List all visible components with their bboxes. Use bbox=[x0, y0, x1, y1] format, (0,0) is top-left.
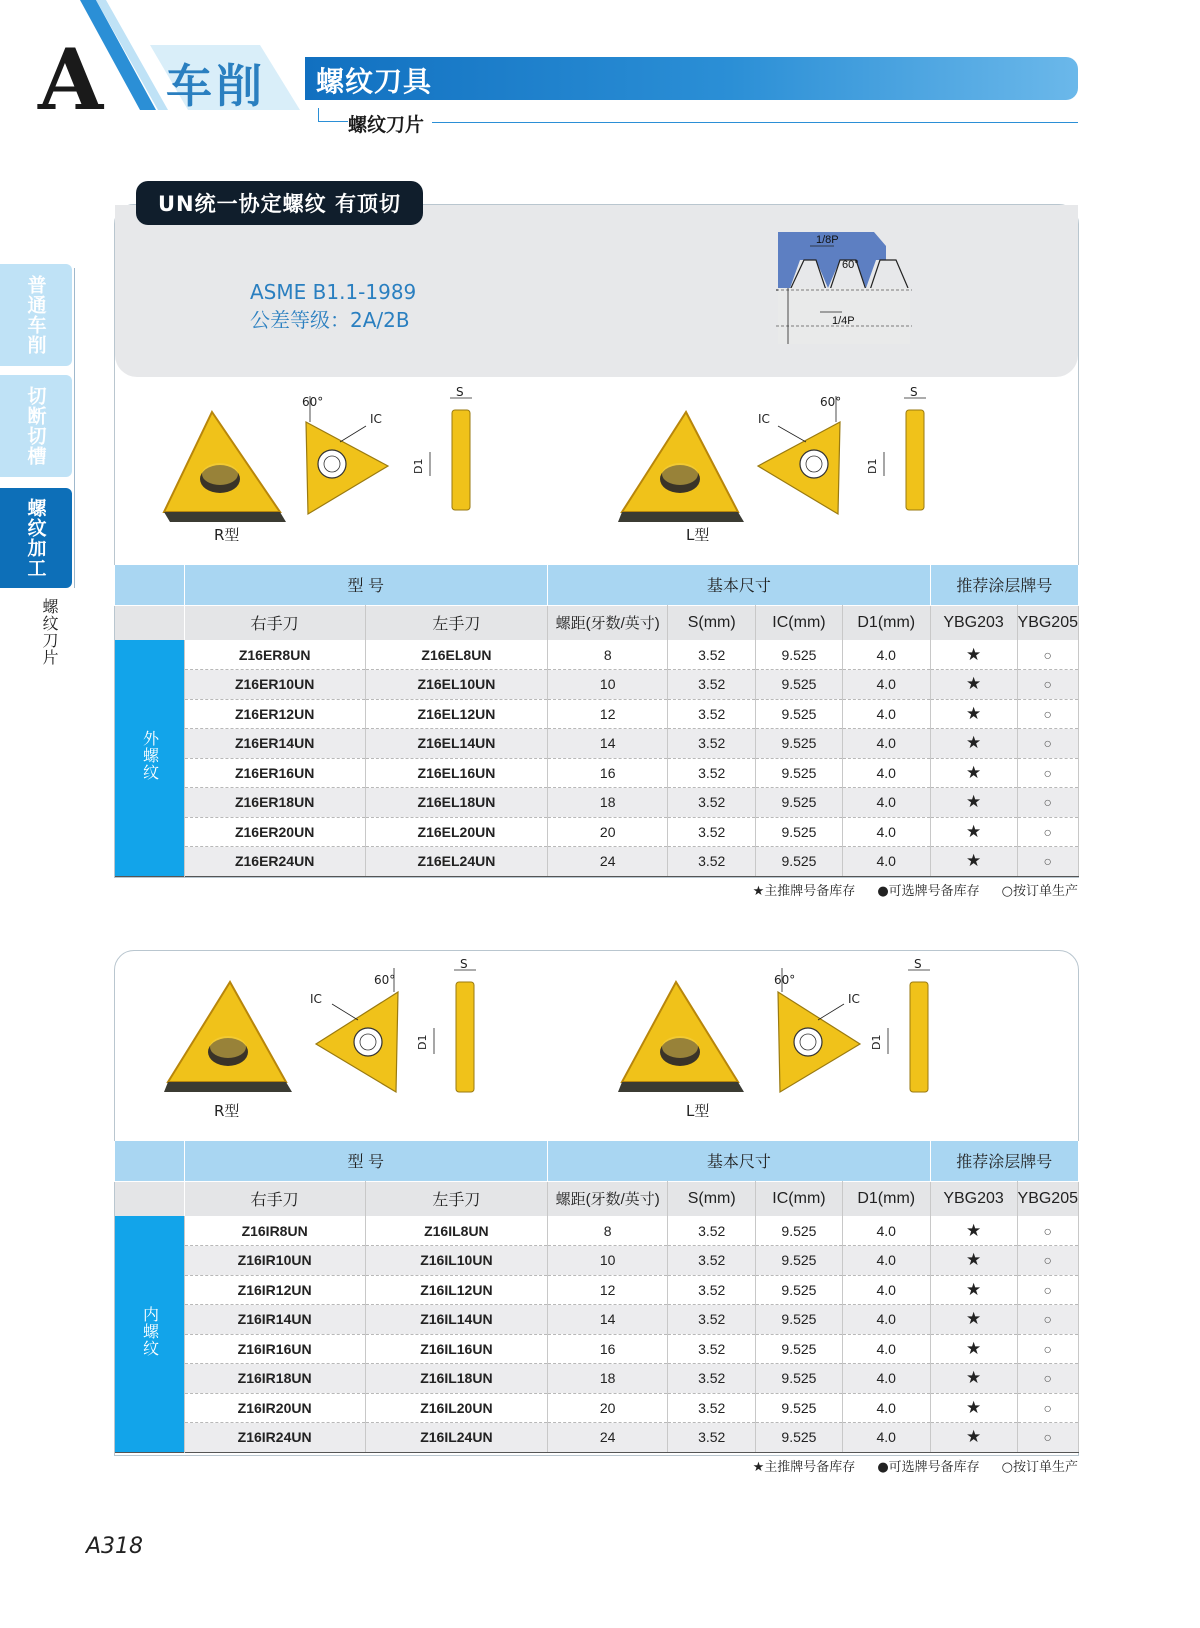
d1-value: 4.0 bbox=[842, 1423, 930, 1453]
l-type-label: L型 bbox=[686, 1102, 710, 1120]
ybg205-mark: ○ bbox=[1017, 729, 1078, 759]
right-hand-model: Z16IR12UN bbox=[184, 1275, 365, 1305]
ybg205-mark: ○ bbox=[1017, 817, 1078, 847]
ybg205-mark: ○ bbox=[1017, 758, 1078, 788]
s-value: 3.52 bbox=[668, 1423, 756, 1453]
d1-value: 4.0 bbox=[842, 1305, 930, 1335]
ybg205-mark: ○ bbox=[1017, 1334, 1078, 1364]
s-value: 3.52 bbox=[668, 729, 756, 759]
ic-label: IC bbox=[758, 412, 770, 426]
table-row bbox=[115, 1246, 1079, 1276]
right-hand-model: Z16ER24UN bbox=[184, 847, 365, 877]
right-hand-model: Z16IR16UN bbox=[184, 1334, 365, 1364]
r-type-label: R型 bbox=[214, 1102, 240, 1120]
ybg205-mark: ○ bbox=[1017, 1246, 1078, 1276]
category-title: 车削 bbox=[166, 59, 266, 113]
s-value: 3.52 bbox=[668, 847, 756, 877]
legend-order: ○按订单生产 bbox=[1001, 884, 1078, 899]
d1-value: 4.0 bbox=[842, 729, 930, 759]
pitch-value: 14 bbox=[548, 1305, 668, 1335]
coating-header: 推荐涂层牌号 bbox=[930, 565, 1078, 605]
ic-value: 9.525 bbox=[756, 758, 843, 788]
section-badge: UN统一协定螺纹 有顶切 bbox=[136, 181, 423, 225]
d1-value: 4.0 bbox=[842, 1216, 930, 1246]
ybg205-mark: ○ bbox=[1017, 670, 1078, 700]
ybg203-mark: ★ bbox=[930, 1364, 1017, 1394]
d1-label: D1 bbox=[870, 1034, 883, 1050]
left-hand-model: Z16EL20UN bbox=[365, 817, 547, 847]
profile-top-label: 1/8P bbox=[816, 234, 839, 246]
d1-value: 4.0 bbox=[842, 1334, 930, 1364]
ybg203-mark: ★ bbox=[930, 1423, 1017, 1453]
left-hand-header: 左手刀 bbox=[365, 1181, 547, 1216]
sidebar-tab-threading[interactable] bbox=[0, 488, 72, 588]
ybg203-mark: ★ bbox=[930, 729, 1017, 759]
d1-header: D1(mm) bbox=[842, 605, 930, 640]
d1-value: 4.0 bbox=[842, 699, 930, 729]
ybg203-mark: ★ bbox=[930, 847, 1017, 877]
l-type-insert-drawing bbox=[614, 385, 954, 534]
left-hand-model: Z16IL16UN bbox=[365, 1334, 547, 1364]
ybg205-mark: ○ bbox=[1017, 640, 1078, 670]
pitch-value: 20 bbox=[548, 817, 668, 847]
ybg203-mark: ★ bbox=[930, 1305, 1017, 1335]
d1-value: 4.0 bbox=[842, 1364, 930, 1394]
ybg203-header: YBG203 bbox=[930, 1181, 1017, 1216]
basic-dims-header: 基本尺寸 bbox=[548, 1141, 931, 1181]
thread-group-cell bbox=[115, 640, 185, 876]
ybg205-header: YBG205 bbox=[1017, 1181, 1078, 1216]
ybg205-mark: ○ bbox=[1017, 1364, 1078, 1394]
right-hand-header: 右手刀 bbox=[184, 605, 365, 640]
right-hand-header: 右手刀 bbox=[184, 1181, 365, 1216]
d1-value: 4.0 bbox=[842, 670, 930, 700]
ic-value: 9.525 bbox=[756, 670, 843, 700]
right-hand-model: Z16IR20UN bbox=[184, 1393, 365, 1423]
left-hand-model: Z16IL20UN bbox=[365, 1393, 547, 1423]
pitch-value: 18 bbox=[548, 1364, 668, 1394]
angle-label: 60° bbox=[820, 395, 842, 409]
ic-value: 9.525 bbox=[756, 1246, 843, 1276]
left-hand-model: Z16IL8UN bbox=[365, 1216, 547, 1246]
left-hand-model: Z16EL10UN bbox=[365, 670, 547, 700]
angle-label: 60° bbox=[302, 395, 324, 409]
angle-label: 60° bbox=[774, 973, 796, 987]
left-hand-model: Z16EL16UN bbox=[365, 758, 547, 788]
thread-group-label: 内螺纹 bbox=[140, 1305, 158, 1357]
right-hand-model: Z16ER12UN bbox=[184, 699, 365, 729]
s-label: S bbox=[910, 385, 918, 399]
d1-label: D1 bbox=[416, 1034, 429, 1050]
table-row bbox=[115, 729, 1079, 759]
s-value: 3.52 bbox=[668, 1216, 756, 1246]
ybg205-mark: ○ bbox=[1017, 1393, 1078, 1423]
l-type-label: L型 bbox=[686, 526, 710, 544]
left-hand-model: Z16EL14UN bbox=[365, 729, 547, 759]
ic-value: 9.525 bbox=[756, 1423, 843, 1453]
ybg205-mark: ○ bbox=[1017, 699, 1078, 729]
basic-dims-header: 基本尺寸 bbox=[548, 565, 931, 605]
s-value: 3.52 bbox=[668, 788, 756, 818]
ic-value: 9.525 bbox=[756, 1275, 843, 1305]
table-row bbox=[115, 788, 1079, 818]
table-row bbox=[115, 758, 1079, 788]
r-type-internal-insert-drawing bbox=[160, 957, 500, 1104]
d1-label: D1 bbox=[866, 458, 879, 474]
l-type-internal-insert-drawing bbox=[614, 957, 954, 1104]
pitch-header: 螺距(牙数/英寸) bbox=[548, 1181, 668, 1216]
pitch-value: 10 bbox=[548, 670, 668, 700]
coating-header: 推荐涂层牌号 bbox=[930, 1141, 1078, 1181]
corner-cell bbox=[115, 1141, 185, 1181]
internal-thread-table bbox=[114, 1141, 1079, 1453]
table-row bbox=[115, 1364, 1079, 1394]
s-value: 3.52 bbox=[668, 670, 756, 700]
ic-value: 9.525 bbox=[756, 1393, 843, 1423]
table-row bbox=[115, 670, 1079, 700]
table-row bbox=[115, 1423, 1079, 1453]
legend bbox=[731, 1456, 1078, 1475]
ybg203-mark: ★ bbox=[930, 788, 1017, 818]
pitch-value: 8 bbox=[548, 1216, 668, 1246]
d1-value: 4.0 bbox=[842, 1246, 930, 1276]
s-header: S(mm) bbox=[668, 605, 756, 640]
d1-value: 4.0 bbox=[842, 1393, 930, 1423]
pitch-value: 24 bbox=[548, 1423, 668, 1453]
s-value: 3.52 bbox=[668, 699, 756, 729]
right-hand-model: Z16IR24UN bbox=[184, 1423, 365, 1453]
profile-angle-label: 60° bbox=[842, 259, 859, 271]
pitch-value: 8 bbox=[548, 640, 668, 670]
ybg203-mark: ★ bbox=[930, 1275, 1017, 1305]
ybg203-mark: ★ bbox=[930, 1393, 1017, 1423]
pitch-header: 螺距(牙数/英寸) bbox=[548, 605, 668, 640]
thread-group-label: 外螺纹 bbox=[140, 729, 158, 781]
right-hand-model: Z16ER14UN bbox=[184, 729, 365, 759]
ybg205-mark: ○ bbox=[1017, 1423, 1078, 1453]
pitch-value: 10 bbox=[548, 1246, 668, 1276]
left-hand-model: Z16IL18UN bbox=[365, 1364, 547, 1394]
right-hand-model: Z16ER16UN bbox=[184, 758, 365, 788]
pitch-value: 16 bbox=[548, 758, 668, 788]
left-hand-model: Z16EL18UN bbox=[365, 788, 547, 818]
legend bbox=[731, 880, 1078, 899]
sidebar-tab-label: 普通车削 bbox=[24, 275, 47, 355]
table-row bbox=[115, 640, 1079, 670]
right-hand-model: Z16IR10UN bbox=[184, 1246, 365, 1276]
sidebar-tab-parting-grooving[interactable] bbox=[0, 375, 72, 477]
right-hand-model: Z16ER18UN bbox=[184, 788, 365, 818]
s-value: 3.52 bbox=[668, 1364, 756, 1394]
ic-header: IC(mm) bbox=[756, 1181, 843, 1216]
sidebar-line bbox=[74, 268, 75, 588]
right-hand-model: Z16IR18UN bbox=[184, 1364, 365, 1394]
ic-label: IC bbox=[848, 992, 860, 1006]
thread-group-cell bbox=[115, 1216, 185, 1452]
ybg205-mark: ○ bbox=[1017, 847, 1078, 877]
ybg203-mark: ★ bbox=[930, 670, 1017, 700]
pitch-value: 12 bbox=[548, 1275, 668, 1305]
s-label: S bbox=[914, 957, 922, 971]
standard-name: ASME B1.1-1989 bbox=[250, 280, 417, 304]
ic-value: 9.525 bbox=[756, 817, 843, 847]
d1-value: 4.0 bbox=[842, 788, 930, 818]
right-hand-model: Z16IR14UN bbox=[184, 1305, 365, 1335]
s-value: 3.52 bbox=[668, 817, 756, 847]
ic-value: 9.525 bbox=[756, 788, 843, 818]
ybg205-mark: ○ bbox=[1017, 1275, 1078, 1305]
d1-header: D1(mm) bbox=[842, 1181, 930, 1216]
table-row bbox=[115, 1275, 1079, 1305]
page-number: A318 bbox=[86, 1534, 144, 1559]
pitch-value: 16 bbox=[548, 1334, 668, 1364]
s-value: 3.52 bbox=[668, 1305, 756, 1335]
ic-value: 9.525 bbox=[756, 1364, 843, 1394]
ic-value: 9.525 bbox=[756, 699, 843, 729]
ybg205-header: YBG205 bbox=[1017, 605, 1078, 640]
right-hand-model: Z16IR8UN bbox=[184, 1216, 365, 1246]
d1-value: 4.0 bbox=[842, 640, 930, 670]
s-value: 3.52 bbox=[668, 1246, 756, 1276]
d1-value: 4.0 bbox=[842, 817, 930, 847]
ic-value: 9.525 bbox=[756, 1305, 843, 1335]
table-row bbox=[115, 847, 1079, 877]
ic-value: 9.525 bbox=[756, 640, 843, 670]
d1-label: D1 bbox=[412, 458, 425, 474]
ic-value: 9.525 bbox=[756, 729, 843, 759]
d1-value: 4.0 bbox=[842, 758, 930, 788]
s-value: 3.52 bbox=[668, 1275, 756, 1305]
sidebar-tab-label: 螺纹加工 bbox=[24, 498, 47, 578]
r-type-insert-drawing bbox=[160, 385, 500, 534]
corner-cell bbox=[115, 1181, 185, 1216]
table-row bbox=[115, 817, 1079, 847]
ybg203-mark: ★ bbox=[930, 1334, 1017, 1364]
pitch-value: 18 bbox=[548, 788, 668, 818]
legend-optional: ●可选牌号备库存 bbox=[877, 884, 980, 899]
ic-label: IC bbox=[310, 992, 322, 1006]
ybg203-mark: ★ bbox=[930, 758, 1017, 788]
ybg203-mark: ★ bbox=[930, 640, 1017, 670]
model-header: 型 号 bbox=[184, 565, 548, 605]
left-hand-model: Z16IL12UN bbox=[365, 1275, 547, 1305]
section-letter: A bbox=[38, 30, 104, 129]
ybg205-mark: ○ bbox=[1017, 1216, 1078, 1246]
d1-value: 4.0 bbox=[842, 1275, 930, 1305]
s-value: 3.52 bbox=[668, 758, 756, 788]
s-label: S bbox=[460, 957, 468, 971]
ybg205-mark: ○ bbox=[1017, 1305, 1078, 1335]
s-value: 3.52 bbox=[668, 1393, 756, 1423]
tolerance-grade: 公差等级：2A/2B bbox=[250, 308, 410, 332]
pitch-value: 14 bbox=[548, 729, 668, 759]
r-type-label: R型 bbox=[214, 526, 240, 544]
left-hand-model: Z16IL14UN bbox=[365, 1305, 547, 1335]
s-header: S(mm) bbox=[668, 1181, 756, 1216]
external-thread-table bbox=[114, 565, 1079, 877]
s-label: S bbox=[456, 385, 464, 399]
legend-main: ★主推牌号备库存 bbox=[752, 884, 856, 899]
model-header: 型 号 bbox=[184, 1141, 548, 1181]
table-row bbox=[115, 1393, 1079, 1423]
ybg205-mark: ○ bbox=[1017, 788, 1078, 818]
left-hand-model: Z16IL24UN bbox=[365, 1423, 547, 1453]
page-subtitle: 螺纹刀片 bbox=[348, 114, 425, 136]
ybg203-header: YBG203 bbox=[930, 605, 1017, 640]
pitch-value: 20 bbox=[548, 1393, 668, 1423]
ic-value: 9.525 bbox=[756, 1334, 843, 1364]
ic-header: IC(mm) bbox=[756, 605, 843, 640]
page-title: 螺纹刀具 bbox=[316, 65, 433, 98]
ybg203-mark: ★ bbox=[930, 699, 1017, 729]
table-row bbox=[115, 1334, 1079, 1364]
corner-cell bbox=[115, 605, 185, 640]
pitch-value: 24 bbox=[548, 847, 668, 877]
legend-order: ○按订单生产 bbox=[1001, 1460, 1078, 1475]
ybg203-mark: ★ bbox=[930, 1216, 1017, 1246]
ic-value: 9.525 bbox=[756, 847, 843, 877]
profile-bottom-label: 1/4P bbox=[832, 315, 855, 327]
ic-value: 9.525 bbox=[756, 1216, 843, 1246]
sidebar-tab-general-turning[interactable] bbox=[0, 264, 72, 366]
left-hand-model: Z16EL8UN bbox=[365, 640, 547, 670]
d1-value: 4.0 bbox=[842, 847, 930, 877]
table-row bbox=[115, 699, 1079, 729]
ic-label: IC bbox=[370, 412, 382, 426]
right-hand-model: Z16ER20UN bbox=[184, 817, 365, 847]
pitch-value: 12 bbox=[548, 699, 668, 729]
legend-main: ★主推牌号备库存 bbox=[752, 1460, 856, 1475]
sidebar-sub-label: 螺纹刀片 bbox=[40, 598, 59, 666]
thread-profile-diagram bbox=[776, 228, 912, 348]
ybg203-mark: ★ bbox=[930, 817, 1017, 847]
angle-label: 60° bbox=[374, 973, 396, 987]
s-value: 3.52 bbox=[668, 1334, 756, 1364]
left-hand-model: Z16IL10UN bbox=[365, 1246, 547, 1276]
left-hand-model: Z16EL24UN bbox=[365, 847, 547, 877]
left-hand-header: 左手刀 bbox=[365, 605, 547, 640]
table-row bbox=[115, 1216, 1079, 1246]
right-hand-model: Z16ER8UN bbox=[184, 640, 365, 670]
table-row bbox=[115, 1305, 1079, 1335]
ybg203-mark: ★ bbox=[930, 1246, 1017, 1276]
subtitle-bracket bbox=[318, 108, 348, 122]
legend-optional: ●可选牌号备库存 bbox=[877, 1460, 980, 1475]
subtitle-rule bbox=[432, 122, 1078, 123]
corner-cell bbox=[115, 565, 185, 605]
right-hand-model: Z16ER10UN bbox=[184, 670, 365, 700]
s-value: 3.52 bbox=[668, 640, 756, 670]
sidebar-tab-label: 切断切槽 bbox=[24, 386, 47, 466]
left-hand-model: Z16EL12UN bbox=[365, 699, 547, 729]
